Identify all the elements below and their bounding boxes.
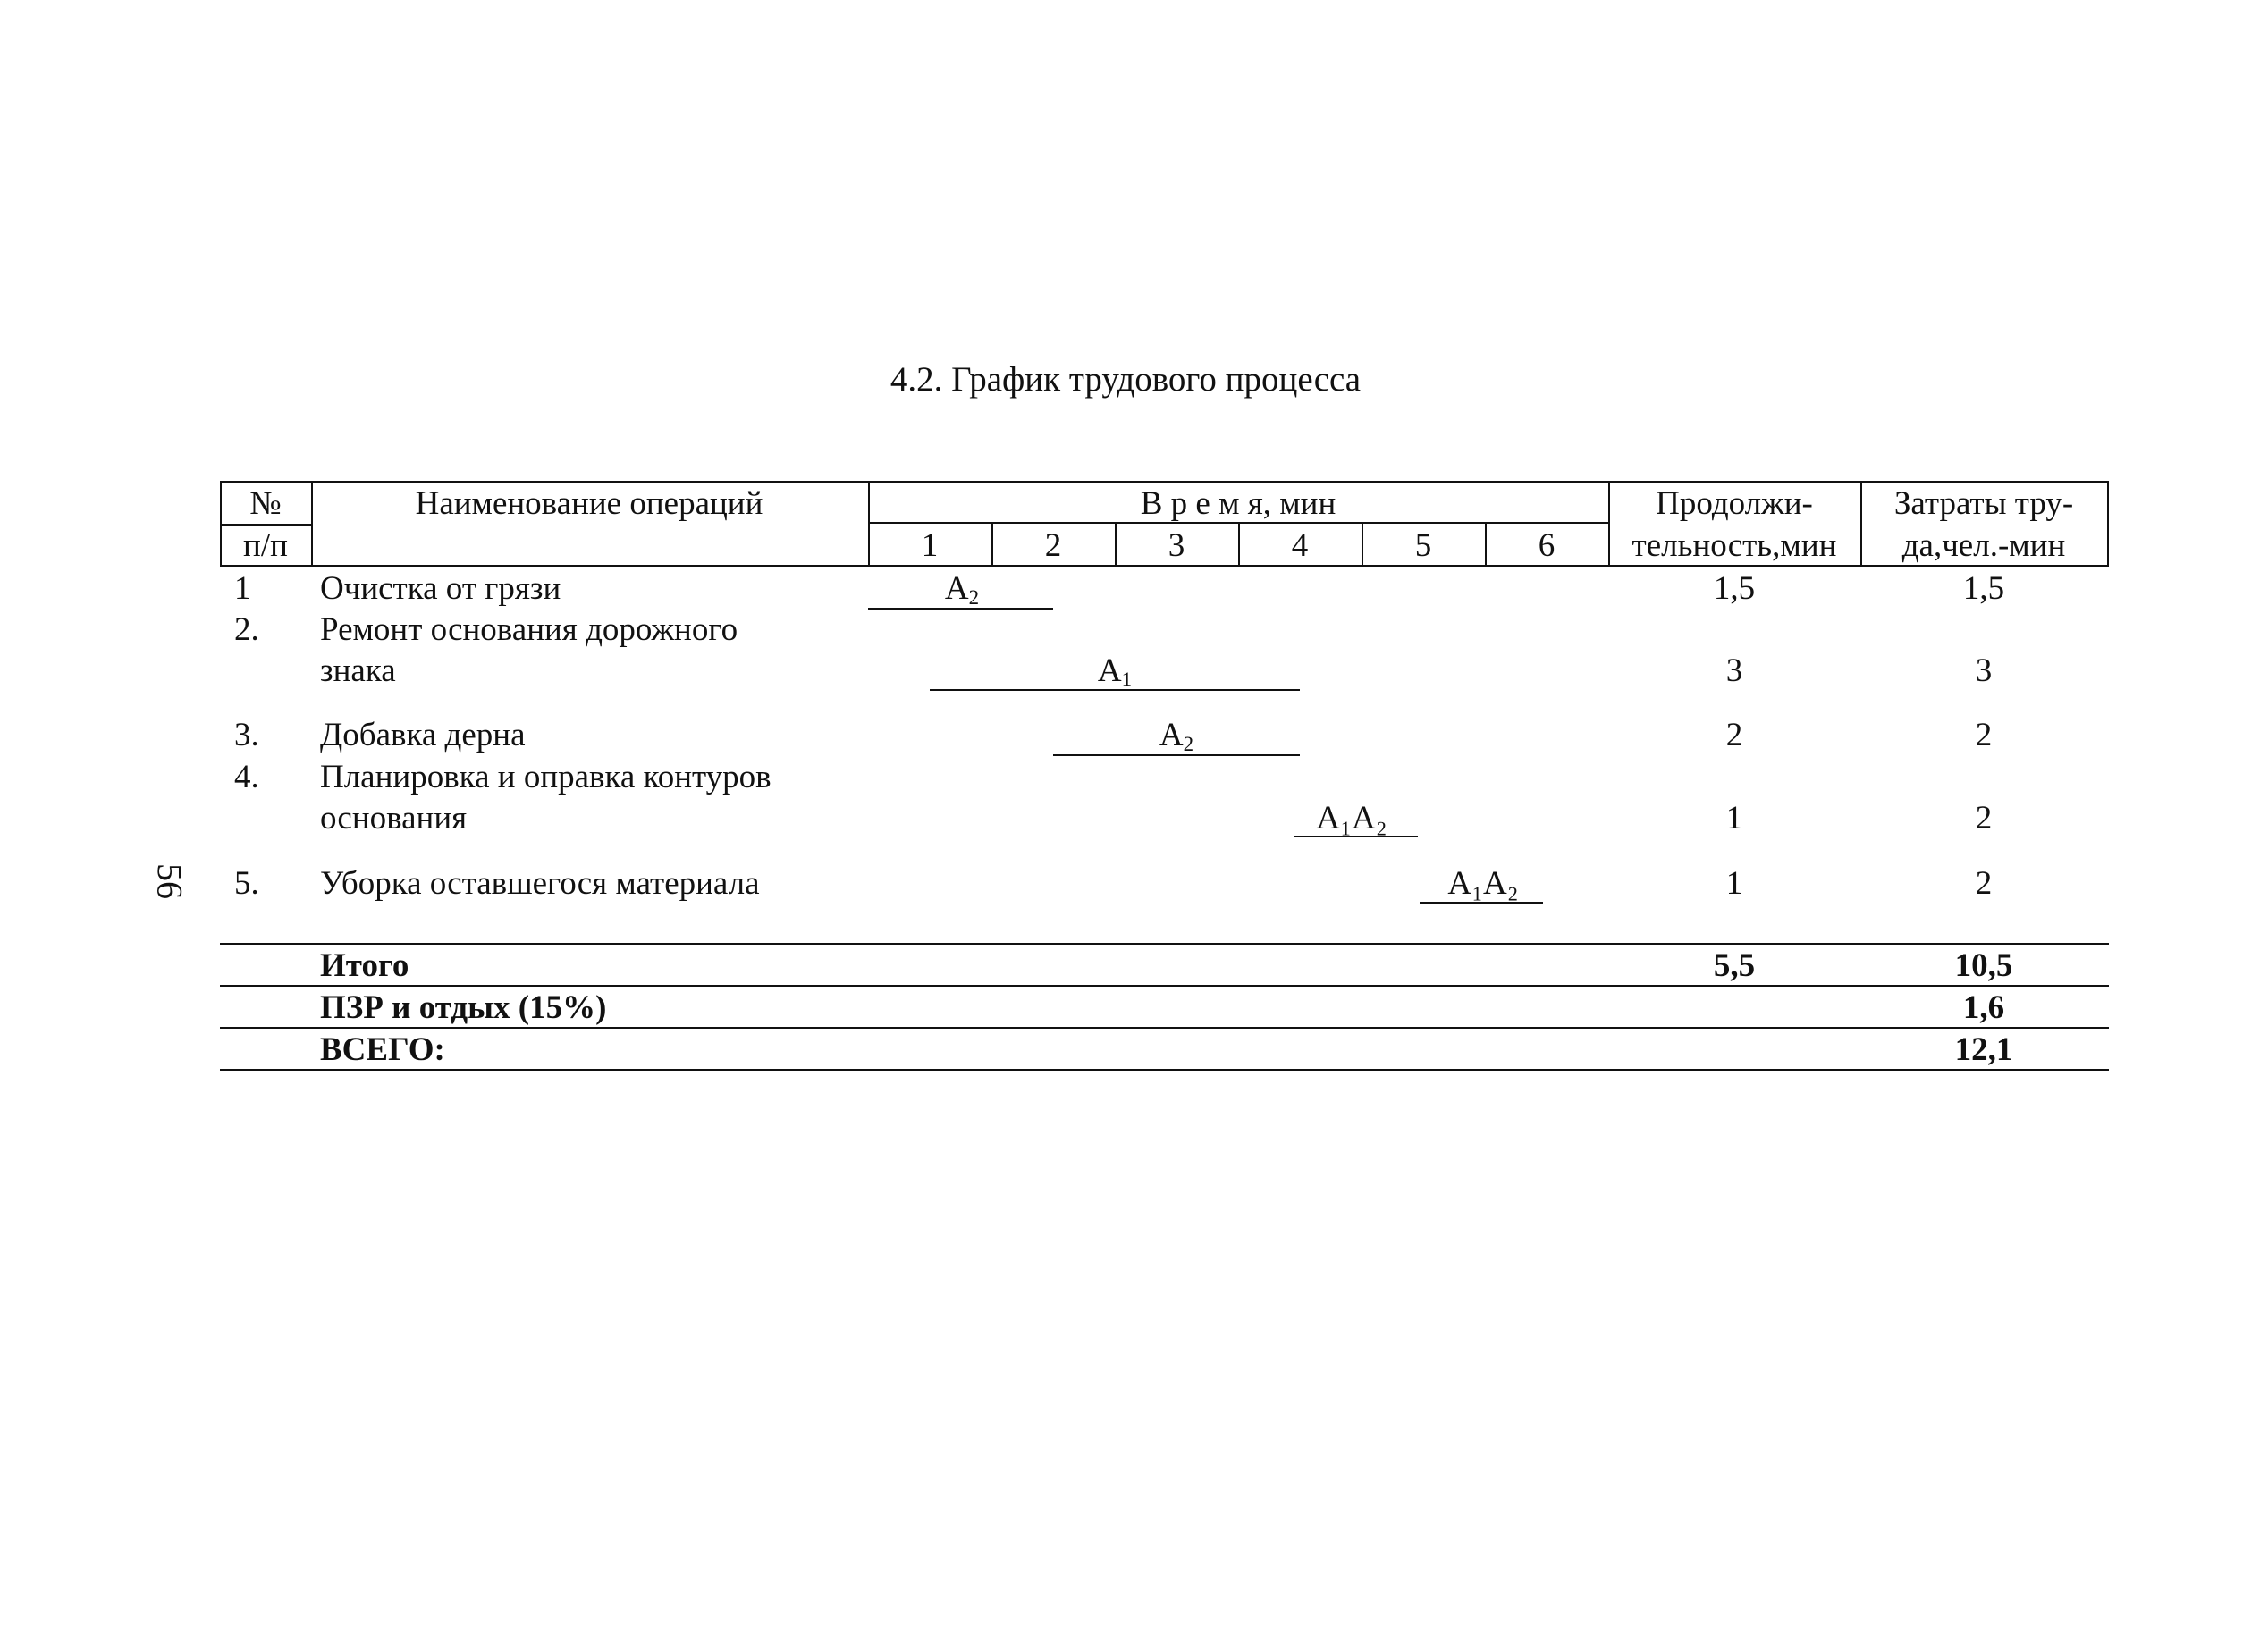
duration-value: 1 [1725, 800, 1743, 837]
row-number: 3. [234, 717, 259, 753]
header-divider-no [220, 524, 311, 526]
header-time-col: 2 [1044, 527, 1062, 564]
labor-value: 2 [1975, 717, 1993, 753]
header-vline [2107, 481, 2109, 565]
duration-value: 1 [1725, 865, 1743, 902]
workers-label: $A_1$ [1097, 652, 1133, 691]
duration-value: 1,5 [1713, 570, 1756, 607]
workers-label: A₁A₂ [1447, 865, 1519, 902]
header-vline [1115, 522, 1117, 565]
operation-name: Уборка оставшегося материала [320, 865, 760, 902]
header-no-line2: п/п [243, 527, 288, 564]
header-vline [1238, 522, 1240, 565]
duration-value: 3 [1725, 652, 1743, 689]
header-time-col: 5 [1414, 527, 1432, 564]
labor-value: 3 [1975, 652, 1993, 689]
header-time-col: 3 [1168, 527, 1185, 564]
totals-rule [220, 1027, 2109, 1029]
labor-value: 1,5 [1962, 570, 2005, 607]
page-number: 56 [149, 863, 190, 899]
header-time-col: 6 [1538, 527, 1556, 564]
vsego-labor: 12,1 [1954, 1031, 2013, 1068]
vsego-label: ВСЕГО: [320, 1031, 445, 1068]
header-vline [1362, 522, 1363, 565]
header-bottom-border [220, 565, 2109, 567]
header-vline [1608, 481, 1610, 565]
header-duration-line1: Продолжи- [1656, 485, 1813, 522]
header-labor-line1: Затраты тру- [1893, 485, 2074, 522]
pzr-labor: 1,6 [1962, 989, 2005, 1026]
header-vline [1860, 481, 1862, 565]
header-time-col: 1 [921, 527, 939, 564]
workers-label: $A_2$ [1159, 717, 1194, 755]
gantt-bar [1420, 902, 1543, 904]
header-time: В р е м я, мин [1140, 485, 1336, 522]
header-time-col: 4 [1291, 527, 1309, 564]
itogo-labor: 10,5 [1954, 947, 2013, 984]
duration-value: 2 [1725, 717, 1743, 753]
pzr-label: ПЗР и отдых (15%) [320, 989, 607, 1026]
header-vline [991, 522, 993, 565]
header-vline [311, 481, 313, 565]
header-vline [1485, 522, 1487, 565]
header-vline [220, 481, 222, 565]
row-number: 2. [234, 611, 259, 648]
itogo-label: Итого [320, 947, 409, 984]
operation-name: Добавка дерна [320, 717, 526, 753]
operation-name: Очистка от грязи [320, 570, 561, 607]
row-number: 5. [234, 865, 259, 902]
operation-name-continued: знака [320, 652, 396, 689]
workers-label: A₁A₂ [1316, 800, 1387, 837]
header-labor-line2: да,чел.-мин [1901, 527, 2066, 564]
row-number: 4. [234, 759, 259, 795]
labor-value: 2 [1975, 800, 1993, 837]
gantt-bar [1053, 754, 1300, 756]
operation-name: Планировка и оправка контуров [320, 759, 771, 795]
operation-name: Ремонт основания дорожного [320, 611, 738, 648]
header-operation-name: Наименование операций [415, 485, 763, 522]
labor-value: 2 [1975, 865, 1993, 902]
header-no-line1: № [249, 485, 282, 522]
operation-name-continued: основания [320, 800, 468, 837]
itogo-duration: 5,5 [1713, 947, 1756, 984]
gantt-bar [1294, 836, 1418, 837]
totals-bottom-rule [220, 1069, 2109, 1071]
totals-rule [220, 985, 2109, 987]
totals-top-rule [220, 943, 2109, 945]
table-top-border [220, 481, 2109, 483]
header-vline [868, 481, 870, 565]
workers-label: $A_2$ [944, 570, 980, 609]
row-number: 1 [234, 570, 251, 607]
header-duration-line2: тельность,мин [1631, 527, 1837, 564]
gantt-bar [930, 689, 1300, 691]
gantt-bar [868, 608, 1053, 610]
document-title: 4.2. График трудового процесса [889, 360, 1362, 399]
